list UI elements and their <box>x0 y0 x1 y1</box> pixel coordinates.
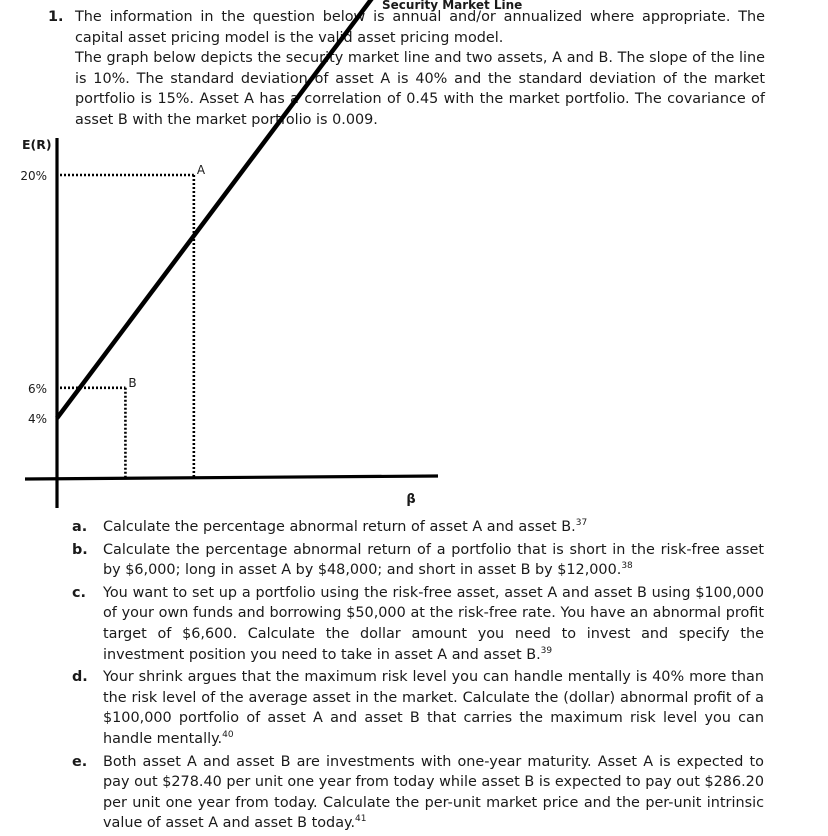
part-d <box>72 667 764 749</box>
question-intro <box>75 7 765 131</box>
point-label-B: B <box>128 375 137 390</box>
footnote-41: 41 <box>355 814 367 825</box>
part-a-label: a. <box>72 519 88 535</box>
question-number: 1. <box>48 9 64 25</box>
part-d-text: Your shrink argues that the maximum risk level you can handle mentally is 40% more than the risk level of the average asset in the market. Calculate the (dollar) abnormal profit of a $100,000 portfolio of asset A and asset B that carries the maximum risk level you can handle mentally. <box>103 669 764 747</box>
part-b <box>72 540 764 581</box>
y-tick-label: 6% <box>27 381 47 396</box>
intro-paragraph-2: The graph below depicts the security market line and two assets, A and B. The slope of the line is 10%. The standard deviation of asset A is 40% and the standard deviation of the market portfolio is 15%. Asset A has a correlation of 0.45 with the market portfolio. The covariance of asset B with the market portfolio is 0.009. <box>75 50 765 128</box>
y-tick-label: 4% <box>27 412 47 427</box>
footnote-38: 38 <box>621 561 633 572</box>
part-a-text: Calculate the percentage abnormal return of asset A and asset B. <box>103 519 576 535</box>
footnote-40: 40 <box>222 729 234 740</box>
y-tick-labels <box>20 169 47 426</box>
x-axis-label: β <box>406 492 416 507</box>
y-tick-label: 20% <box>20 169 47 183</box>
part-d-label: d. <box>72 669 88 686</box>
part-c-text: You want to set up a portfolio using the risk-free asset, asset A and asset B using $100,000 of your own funds and borrowing $50,000 at the risk-free rate. You have an abnormal profit target of $6,600. Calculate the dollar amount you need to invest and specify the investment position you need to take in asset A and asset B. <box>103 584 764 663</box>
part-e-text: Both asset A and asset B are investments with one-year maturity. Asset A is expected to pay out $278.40 per unit one year from today while asset B is expected to pay out $286.20 per unit one year from today. Calculate the per-unit market price and the per-unit intrinsic value of asset A and asset B today. <box>103 753 764 832</box>
footnote-37: 37 <box>575 518 588 528</box>
question-parts <box>72 517 764 836</box>
y-axis-label: E(R) <box>22 137 52 152</box>
x-axis <box>25 476 438 479</box>
footnote-39: 39 <box>540 645 553 656</box>
part-c-label: c. <box>72 584 86 601</box>
part-b-label: b. <box>72 541 88 558</box>
part-e-label: e. <box>72 753 88 770</box>
point-label-A: A <box>196 163 206 177</box>
part-a <box>72 517 764 538</box>
part-b-text: Calculate the percentage abnormal return of a portfolio that is short in the risk-free asset by $6,000; long in asset A by $48,000; and short in asset B by $12,000. <box>103 541 764 579</box>
sml-label: Security Market Line <box>382 0 523 12</box>
part-e <box>72 752 764 834</box>
part-c <box>72 583 764 665</box>
intro-paragraph-1: The information in the question below is annual and/or annualized where appropriate. The capital asset pricing model is the valid asset pricing model. <box>75 9 765 46</box>
